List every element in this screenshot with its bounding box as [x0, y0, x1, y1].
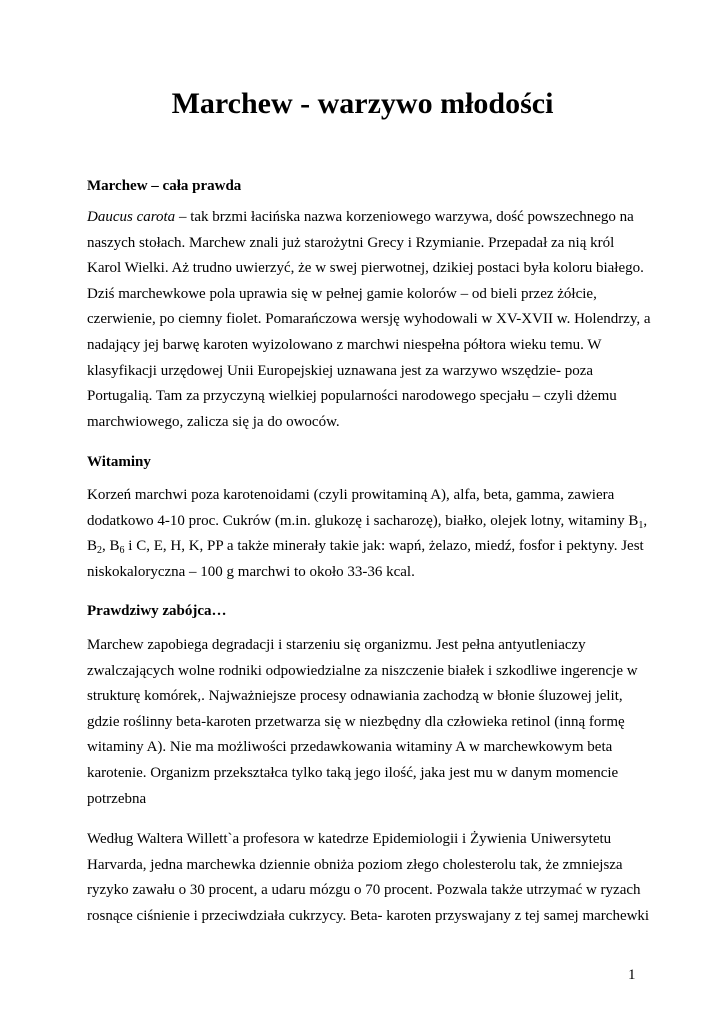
paragraph-intro-text: – tak brzmi łacińska nazwa korzeniowego warzywa, dość powszechnego na naszych stołach. Marchew znali już starożytni Grecy i Rzymianie. Przepadał za nią król Karol Wielki. Aż trudno uwierzyć, że w swej pierwotnej, dzikiej postaci była koloru białego. Dziś marchewkowe pola uprawia się w pełnej gamie kolorów – od bieli przez żółcie, czerwienie, po ciemny fiolet. Pomarańczowa wersję wyhodowali w XV-XVII w. Holendrzy, a nadający jej barwę karoten wyizolowano z marchwi niespełna półtora wieku temu. W klasyfikacji urzędowej Unii Europejskiej uznawana jest za warzywo wszędzie- poza Portugalią. Tam za przyczyną wielkiej popularności narodowego specjału – czyli dżemu marchwiowego, zalicza się ja do owoców. — [87, 209, 651, 430]
vitamins-text-1: Korzeń marchwi poza karotenoidami (czyli prowitaminą A), alfa, beta, gamma, zawiera dodatkowo 4-10 proc. Cukrów (m.in. glukozę i sacharozę), białko, olejek lotny, witaminy B — [87, 487, 639, 529]
section-heading-zabojca: Prawdziwy zabójca… — [87, 603, 227, 619]
section-heading-prawda: Marchew – cała prawda — [87, 178, 242, 194]
vitamins-text-3: , B — [102, 538, 120, 555]
paragraph-intro — [87, 205, 652, 435]
page-number: 1 — [628, 967, 636, 983]
paragraph-vitamins — [87, 483, 652, 585]
paragraph-willett: Według Waltera Willett`a profesora w katedrze Epidemiologii i Żywienia Uniwersytetu Harvarda, jedna marchewka dziennie obniża poziom złego cholesterolu tak, że zmniejsza ryzyko zawału o 30 procent, a udaru mózgu o 70 procent. Pozwala także utrzymać w ryzach rosnące ciśnienie i przeciwdziała cukrzycy. Beta- karoten przyswajany z tej samej marchewki — [87, 831, 650, 924]
vitamin-b2-subscript: 2 — [97, 545, 103, 557]
vitamins-text-4: i C, E, H, K, PP a także minerały takie jak: wapń, żelazo, miedź, fosfor i pektyny. Jest niskokaloryczna – 100 g marchwi to około 33-36 kcal. — [87, 538, 644, 580]
species-name: Daucus carota — [87, 209, 176, 225]
vitamins-text-2: , B — [87, 512, 648, 555]
section-heading-witaminy: Witaminy — [87, 454, 151, 470]
vitamin-b1-subscript: 1 — [638, 519, 644, 531]
vitamin-b6-subscript: 6 — [119, 545, 125, 557]
document-title: Marchew - warzywo młodości — [171, 87, 554, 120]
paragraph-antioxidants: Marchew zapobiega degradacji i starzeniu się organizmu. Jest pełna antyutleniaczy zwalczających wolne rodniki odpowiedzialne za niszczenie białek i szkodliwe ingerencje w strukturę komórek,. Najważniejsze procesy odnawiania zachodzą w błonie śluzowej jelit, gdzie roślinny beta-karoten przetwarza się w niezbędny dla człowieka retinol (inną formę witaminy A). Nie ma możliwości przedawkowania witaminy A w marchewkowym beta karotenie. Organizm przekształca tylko taką jego ilość, jaka jest mu w danym momencie potrzebna — [87, 637, 638, 807]
